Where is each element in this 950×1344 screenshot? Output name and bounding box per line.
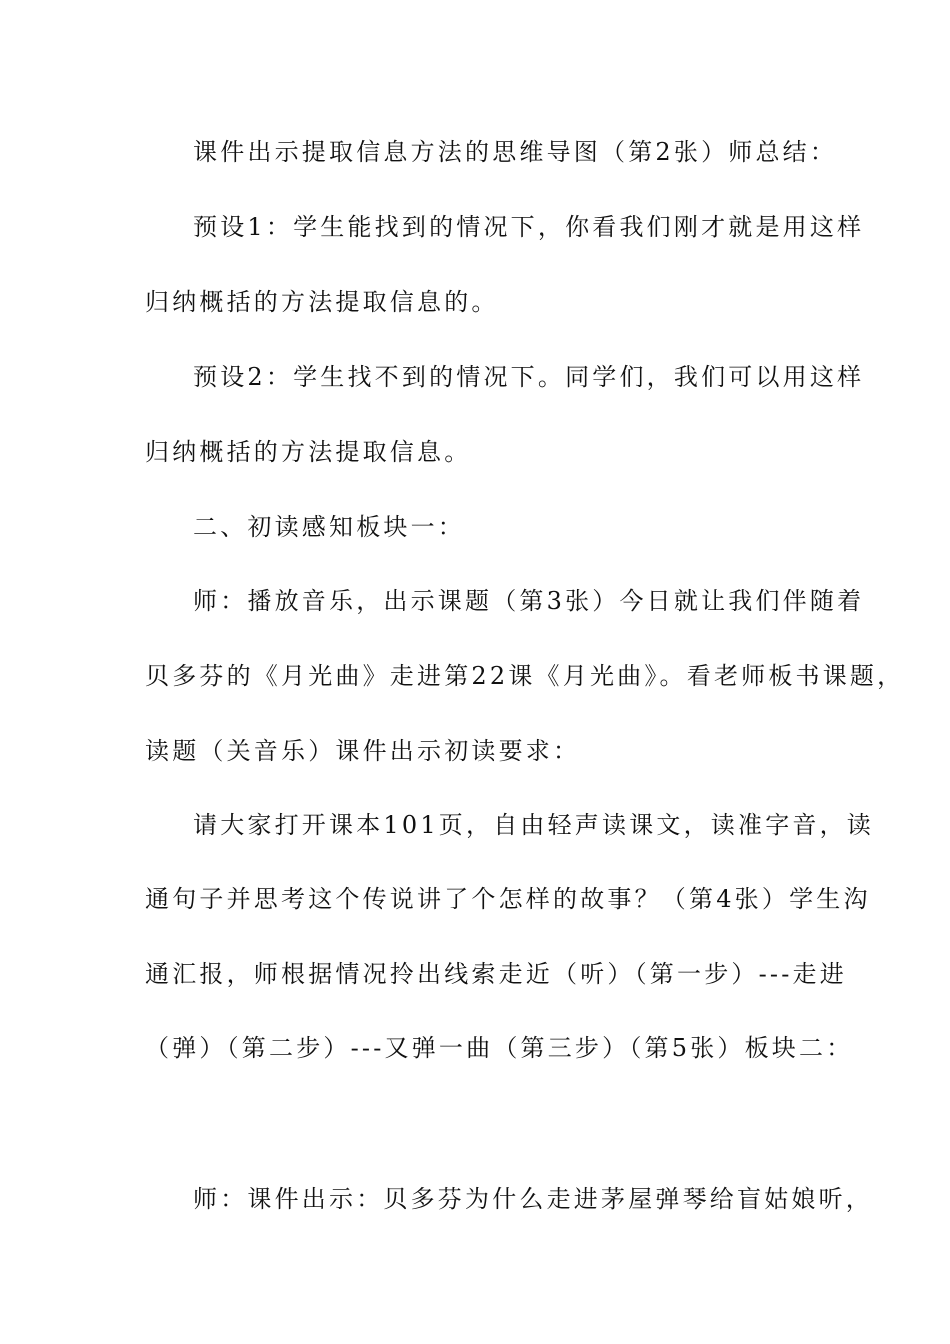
paragraph-line: 师：播放音乐，出示课题（第3张）今日就让我们伴随着	[193, 587, 865, 615]
paragraph-line: 请大家打开课本101页，自由轻声读课文，读准字音，读	[193, 811, 875, 839]
paragraph-line: 预设2：学生找不到的情况下。同学们，我们可以用这样	[193, 363, 865, 391]
paragraph-line: 读题（关音乐）课件出示初读要求：	[145, 737, 581, 765]
paragraph-line: 归纳概括的方法提取信息的。	[145, 288, 499, 316]
paragraph-line: 通汇报，师根据情况拎出线索走近（听）（第一步）---走进	[145, 960, 847, 988]
paragraph-line: （弹）（第二步）---又弹一曲（第三步）（第5张）板块二：	[145, 1034, 854, 1062]
paragraph-line: 贝多芬的《月光曲》走进第22课《月光曲》。看老师板书课题，	[145, 662, 905, 690]
paragraph-line: 师：课件出示：贝多芬为什么走进茅屋弹琴给盲姑娘听，	[193, 1185, 873, 1213]
paragraph-line: 归纳概括的方法提取信息。	[145, 438, 472, 466]
paragraph-line: 通句子并思考这个传说讲了个怎样的故事？（第4张）学生沟	[145, 885, 871, 913]
section-heading: 二、初读感知板块一：	[193, 513, 465, 541]
paragraph-line: 课件出示提取信息方法的思维导图（第2张）师总结：	[193, 138, 838, 166]
paragraph-line: 预设1：学生能找到的情况下，你看我们刚才就是用这样	[193, 213, 865, 241]
